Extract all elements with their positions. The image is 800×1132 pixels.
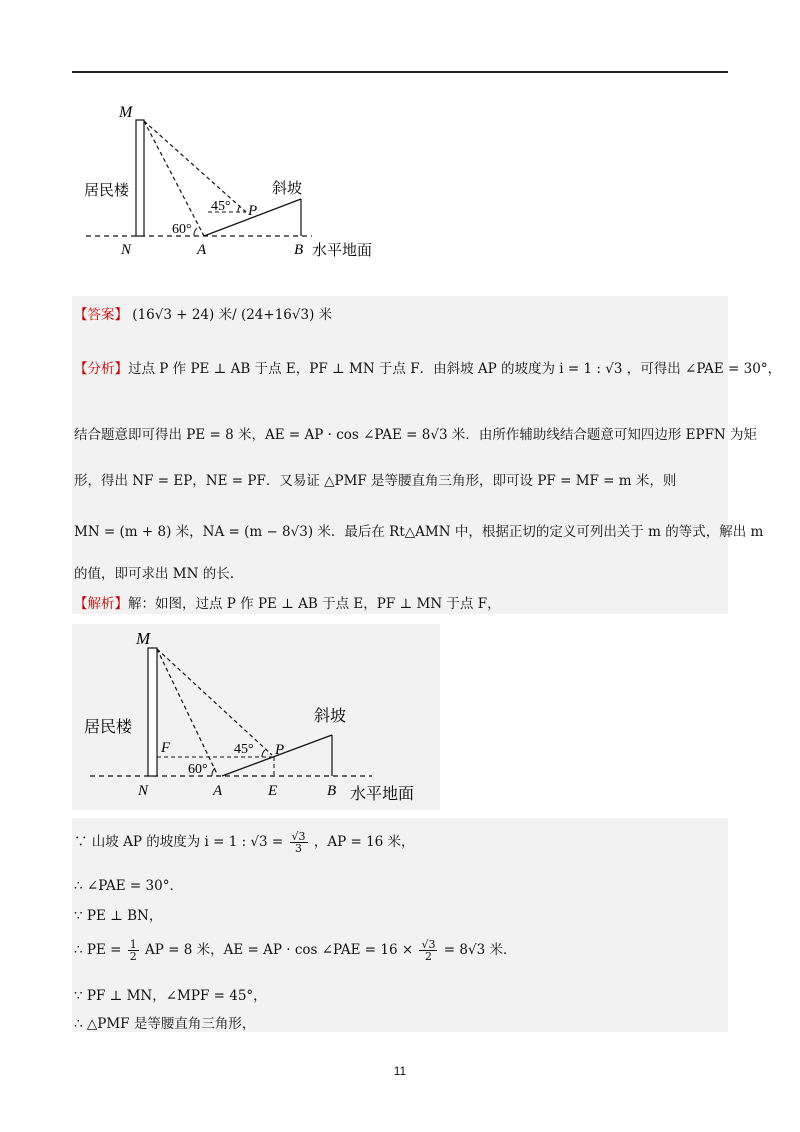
analysis-tag: 【分析】 <box>74 361 128 377</box>
page-number: 11 <box>393 1064 407 1078</box>
answer-tag: 【答案】 <box>74 307 128 323</box>
step-4-fraction-2 <box>419 939 437 962</box>
fig2-label-a: A <box>213 783 223 799</box>
fig1-angle-60: 60° <box>172 222 192 237</box>
step-4-a: ∴ PE = <box>74 942 122 958</box>
step-4-num-2: √3 <box>421 938 436 951</box>
analysis-line-3: 形，得出 NF = EP，NE = PF．又易证 △PMF 是等腰直角三角形，即可设 PF = MF = m 米，则 <box>74 473 677 489</box>
step-1 <box>74 830 415 854</box>
solution-tag: 【解析】 <box>74 596 128 612</box>
fig2-label-e: E <box>268 783 278 799</box>
fig1-label-b: B <box>294 242 304 258</box>
figure-1 <box>80 95 400 265</box>
fig2-label-ground: 水平地面 <box>350 786 415 803</box>
step-4-c: = 8√3 米． <box>443 942 517 958</box>
fig2-label-building: 居民楼 <box>84 719 133 736</box>
fig2-label-f: F <box>161 740 171 756</box>
fig1-label-n: N <box>121 242 132 258</box>
fig2-label-b: B <box>327 783 337 799</box>
step-4-den-2: 2 <box>424 950 432 963</box>
answer-expr1: (16√3 + 24) <box>132 307 215 323</box>
fig1-label-ground: 水平地面 <box>312 243 373 259</box>
fig2-angle-45: 45° <box>234 742 254 757</box>
fig1-label-building: 居民楼 <box>84 183 130 199</box>
step-3: ∵ PE ⊥ BN， <box>74 908 163 924</box>
header-rule <box>72 71 728 73</box>
step-1-fraction <box>290 831 308 854</box>
fig2-angle-60: 60° <box>188 762 208 777</box>
analysis-line-1 <box>74 357 781 377</box>
step-1-a: ∵ 山坡 AP 的坡度为 i = 1 : √3 = <box>74 834 284 850</box>
fig1-label-a: A <box>197 242 207 258</box>
answer-expr2: (24+16√3) <box>240 307 315 323</box>
solution-intro-line <box>74 592 501 612</box>
step-1-den: 3 <box>295 842 303 855</box>
fig1-label-p: P <box>248 203 258 219</box>
answer-unit2: 米 <box>318 307 333 323</box>
analysis-line-4: MN = (m + 8) 米，NA = (m − 8√3) 米．最后在 Rt△AMN 中，根据正切的定义可列出关于 m 的等式，解出 m <box>74 524 764 540</box>
step-2: ∴ ∠PAE = 30°． <box>74 878 183 894</box>
analysis-line-5: 的值，即可求出 MN 的长. <box>74 566 235 582</box>
step-5: ∵ PF ⊥ MN，∠MPF = 45°， <box>74 988 267 1004</box>
fig1-label-m: M <box>119 104 133 121</box>
fig1-angle-45: 45° <box>211 199 231 214</box>
step-4 <box>74 938 516 962</box>
step-4-den-1: 2 <box>129 950 137 963</box>
solution-intro: 解：如图，过点 P 作 PE ⊥ AB 于点 E，PF ⊥ MN 于点 F， <box>128 596 501 612</box>
answer-line <box>74 303 332 323</box>
step-1-b: ，AP = 16 米， <box>313 834 415 850</box>
fig2-label-n: N <box>138 783 149 799</box>
step-4-b: AP = 8 米，AE = AP · cos ∠PAE = 16 × <box>145 942 414 958</box>
fig2-label-slope: 斜坡 <box>314 708 347 725</box>
figure-2 <box>72 624 440 810</box>
analysis-line-2: 结合题意即可得出 PE = 8 米，AE = AP · cos ∠PAE = 8√3 米．由所作辅助线结合题意可知四边形 EPFN 为矩 <box>74 427 758 443</box>
analysis-text-1: 过点 P 作 PE ⊥ AB 于点 E，PF ⊥ MN 于点 F．由斜坡 AP 的坡度为 i = 1 : √3 ，可得出 ∠PAE = 30°， <box>128 361 782 377</box>
answer-unit1: 米/ <box>218 307 237 323</box>
fig2-label-p: P <box>275 742 285 758</box>
step-1-num: √3 <box>291 830 306 843</box>
fig2-label-m: M <box>136 629 151 648</box>
step-4-num-1: 1 <box>129 938 137 951</box>
step-4-fraction-1 <box>128 939 139 962</box>
step-6: ∴ △PMF 是等腰直角三角形， <box>74 1016 256 1032</box>
fig1-label-slope: 斜坡 <box>272 181 303 197</box>
